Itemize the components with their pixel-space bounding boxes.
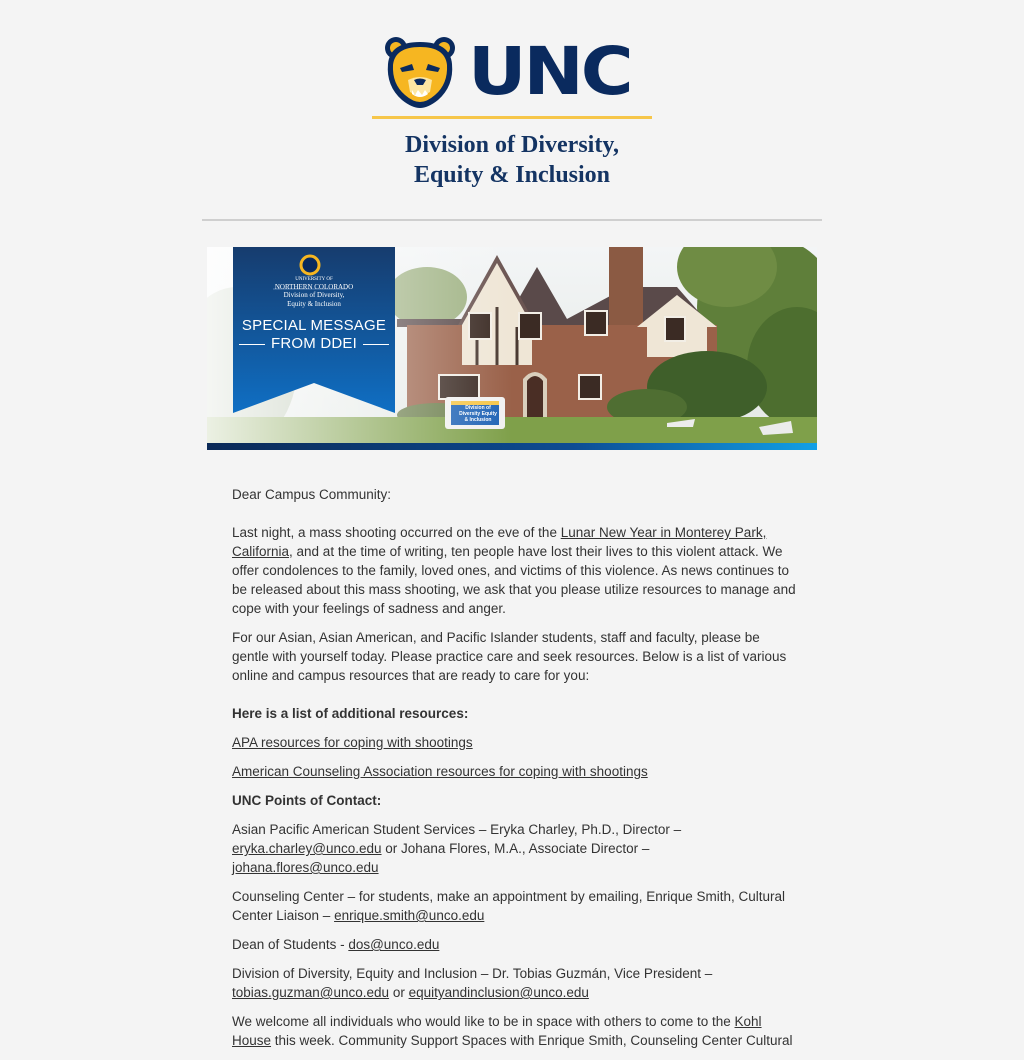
ribbon-university-name: NORTHERN COLORADO xyxy=(274,283,354,291)
unc-logo xyxy=(372,30,652,120)
division-title-line1: Division of Diversity, xyxy=(405,132,619,158)
contact-counseling xyxy=(232,887,796,925)
p1-text-b: , and at the time of writing, ten people have lost their lives to this violent attack. We offer condolences to the family, loved ones, and victims of this violence. As news continues to be released about this mass shooting, we ask that you please utilize resources to manage and cope with your feelings of sadness and anger. xyxy=(232,544,796,616)
link-lunar-new-year-article[interactable]: Lunar New Year in Monterey Park, California xyxy=(232,525,767,559)
header-divider xyxy=(202,219,822,221)
contact-apass xyxy=(232,820,796,877)
unc-wordmark: UNC xyxy=(468,32,631,110)
contact-dean xyxy=(232,935,796,954)
ribbon-division-line2: Equity & Inclusion xyxy=(287,300,341,308)
kohl-text-b: this week. Community Support Spaces with Enrique Smith, Counseling Center Cultural xyxy=(271,1033,793,1048)
contact-dean-text: Dean of Students - xyxy=(232,937,349,952)
email-link-enrique[interactable]: enrique.smith@unco.edu xyxy=(334,908,485,923)
ddei-sign: Division of Diversity Equity & Inclusion xyxy=(459,405,497,423)
link-aca-resources[interactable]: American Counseling Association resources for coping with shootings xyxy=(232,764,648,779)
ribbon-university xyxy=(233,277,395,292)
email-header xyxy=(0,0,1024,222)
paragraph-shooting-news xyxy=(232,523,796,618)
contacts-heading-text: UNC Points of Contact: xyxy=(232,793,382,808)
contacts-heading xyxy=(232,791,796,810)
link-apa-resources[interactable]: APA resources for coping with shootings xyxy=(232,735,473,750)
division-title-line2: Equity & Inclusion xyxy=(413,162,611,188)
ribbon-division-line1: Division of Diversity, xyxy=(283,291,345,299)
special-message-banner xyxy=(207,247,817,450)
gold-rule xyxy=(372,116,652,119)
resources-heading xyxy=(232,704,796,723)
paragraph-kohl-house xyxy=(232,1012,796,1050)
contact-ddei xyxy=(232,964,796,1002)
division-title xyxy=(312,130,712,190)
ribbon-headline-2-text: FROM DDEI xyxy=(271,335,357,352)
ribbon-headline-2 xyxy=(233,335,395,353)
resources-heading-text: Here is a list of additional resources: xyxy=(232,706,469,721)
contact-counseling-text: Counseling Center – for students, make an appointment by emailing, Enrique Smith, Cultural Center Liaison – xyxy=(232,889,786,923)
message-body xyxy=(232,485,796,1060)
email-link-equity[interactable]: equityandinclusion@unco.edu xyxy=(408,985,589,1000)
contact-apass-mid: or Johana Flores, M.A., Associate Director – xyxy=(381,841,650,856)
resource-item-aca xyxy=(232,762,796,781)
email-link-johana[interactable]: johana.flores@unco.edu xyxy=(232,860,379,875)
paragraph-care: For our Asian, Asian American, and Pacific Islander students, staff and faculty, please be gentle with yourself today. Please practice care and seek resources. Below is a list of various online and campus resources that are ready to care for you: xyxy=(232,630,787,683)
bear-mascot-icon xyxy=(382,34,458,110)
email-link-dos[interactable]: dos@unco.edu xyxy=(348,937,440,952)
resource-item-apa xyxy=(232,733,796,752)
email-link-tobias[interactable]: tobias.guzman@unco.edu xyxy=(232,985,390,1000)
contact-ddei-mid: or xyxy=(389,985,409,1000)
link-kohl-house[interactable]: Kohl House xyxy=(232,1014,762,1048)
contact-ddei-text: Division of Diversity, Equity and Inclusion – Dr. Tobias Guzmán, Vice President – xyxy=(232,966,713,981)
email-link-eryka[interactable]: eryka.charley@unco.edu xyxy=(232,841,382,856)
p1-text-a: Last night, a mass shooting occurred on the eve of the xyxy=(232,525,561,540)
greeting: Dear Campus Community: xyxy=(232,487,392,502)
ribbon-division xyxy=(233,291,395,309)
ribbon-university-top: UNIVERSITY OF xyxy=(295,277,333,282)
ribbon-headline-1: SPECIAL MESSAGE xyxy=(241,317,387,334)
contact-apass-text: Asian Pacific American Student Services – Eryka Charley, Ph.D., Director – xyxy=(232,822,682,837)
kohl-text-a: We welcome all individuals who would like to be in space with others to come to the xyxy=(232,1014,735,1029)
